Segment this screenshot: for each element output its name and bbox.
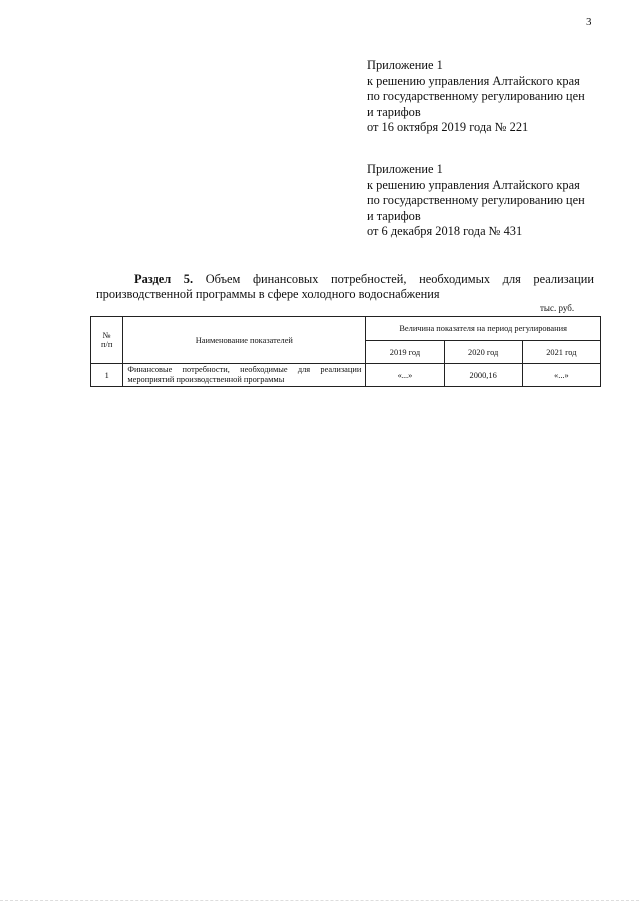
appendix-line: и тарифов (367, 104, 421, 119)
row-number: 1 (91, 364, 123, 387)
appendix-block-original (367, 162, 585, 240)
section-title-line2: производственной программы в сфере холодного водоснабжения (96, 287, 440, 301)
appendix-line: и тарифов (367, 208, 421, 223)
appendix-title: Приложение 1 (367, 162, 443, 176)
table-row (91, 364, 601, 387)
header-year-2019: 2019 год (366, 341, 444, 364)
appendix-date: от 16 октября 2019 года № 221 (367, 120, 529, 134)
row-value-2020: 2000,16 (444, 364, 522, 387)
appendix-line: по государственному регулированию цен (367, 89, 585, 103)
appendix-line: по государственному регулированию цен (367, 193, 585, 207)
header-year-2021: 2021 год (522, 341, 600, 364)
section-title-line1: Объем финансовых потребностей, необходимых для реализации (205, 272, 594, 286)
header-number: № п/п (91, 317, 123, 364)
header-name: Наименование показателей (123, 317, 366, 364)
row-value-2019: «...» (366, 364, 444, 387)
section-label: Раздел 5. (134, 272, 194, 286)
appendix-line: к решению управления Алтайского края (367, 73, 580, 88)
header-year-2020: 2020 год (444, 341, 522, 364)
appendix-line: к решению управления Алтайского края (367, 177, 580, 192)
header-period: Величина показателя на период регулирования (366, 317, 601, 341)
appendix-block-current (367, 58, 585, 136)
section-heading (96, 272, 594, 302)
page-number: 3 (586, 16, 592, 28)
appendix-title: Приложение 1 (367, 58, 443, 72)
row-name: Финансовые потребности, необходимые для реализации мероприятий производственной программы (123, 364, 366, 387)
scan-edge-line (0, 900, 639, 901)
row-value-2021: «...» (522, 364, 600, 387)
units-label: тыс. руб. (540, 303, 575, 313)
appendix-date: от 6 декабря 2018 года № 431 (367, 224, 523, 238)
financial-needs-table (90, 316, 601, 387)
